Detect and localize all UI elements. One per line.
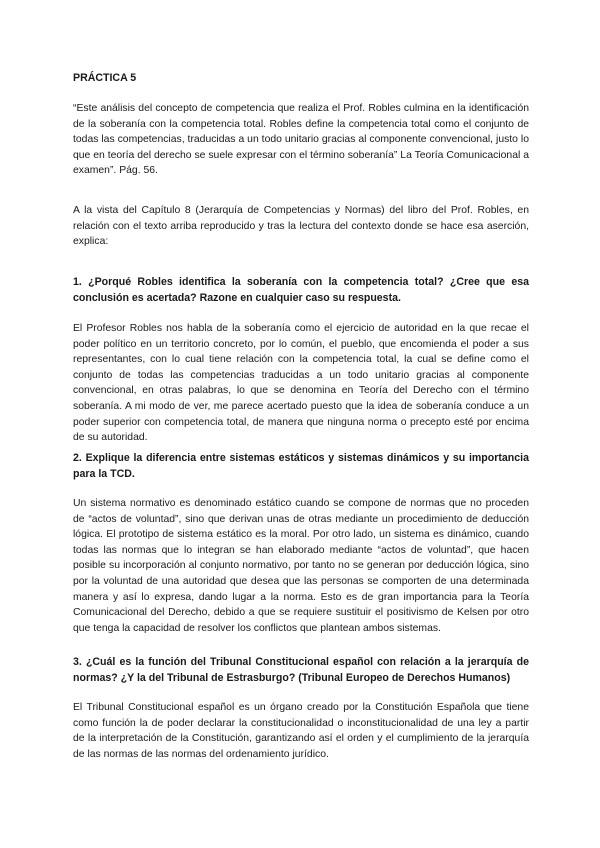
- question-2: 2. Explique la diferencia entre sistemas estáticos y sistemas dinámicos y su importancia para la TCD.: [73, 452, 529, 480]
- answer-2: Un sistema normativo es denominado estático cuando se compone de normas que no proceden de “actos de voluntad”, sino que derivan unas de otras mediante un procedimiento de deducción lógica. El prototipo de sistema estático es la moral. Por otro lado, un sistema es dinámico, cuando todas las normas que lo integran se han elaborado mediante “actos de voluntad”, que hacen posible su incorporación al conjunto normativo, por tanto no se generan por deducción lógica, sino por la voluntad de una autoridad que desea que las personas se comporten de una determinada manera y así lo expresa, dando lugar a la norma. Esto es de gran importancia para la Teoría Comunicacional del Derecho, debido a que se requiere sustituir el positivismo de Kelsen por otro que tenga la capacidad de resolver los conflictos que plantean ambos sistemas.: [73, 498, 529, 634]
- answer-1: El Profesor Robles nos habla de la soberanía como el ejercicio de autoridad en la que recae el poder político en un territorio concreto, por lo común, el pueblo, que encomienda el poder a sus representantes, con lo cual tiene relación con la competencia total, la cual se define como el conjunto de todas las competencias traducidas a un todo unitario gracias al componente convencional, en otras palabras, lo que se denomina en Teoría del Derecho con el término soberanía. A mi modo de ver, me parece acertado puesto que la idea de soberanía conduce a un poder superior con competencia total, de manera que ninguna norma o precepto esté por encima de su autoridad.: [73, 323, 529, 444]
- page-title: PRÁCTICA 5: [73, 72, 137, 84]
- question-3: 3. ¿Cuál es la función del Tribunal Constitucional español con relación a la jerarquía de normas? ¿Y la del Tribunal de Estrasburgo? (Tribunal Europeo de Derechos Humanos): [73, 656, 529, 684]
- answer-3: El Tribunal Constitucional español es un órgano creado por la Constitución Española que tiene como función la de poder declarar la constitucionalidad o inconstitucionalidad de una ley a partir de la interpretación de la Constitución, garantizando así el orden y el cumplimiento de la jerarquía de las normas de las normas del ordenamiento jurídico.: [73, 702, 529, 760]
- intro-paragraph: A la vista del Capítulo 8 (Jerarquía de Competencias y Normas) del libro del Prof. Robles, en relación con el texto arriba reproducido y tras la lectura del contexto donde se hace esa aserción, explica:: [73, 205, 529, 248]
- quote-paragraph: “Este análisis del concepto de competencia que realiza el Prof. Robles culmina en la identificación de la soberanía con la competencia total. Robles define la competencia total como el conjunto de todas las competencias, traducidas a un todo unitario gracias al componente convencional, justo lo que en teoría del derecho se suele expresar con el término soberanía” La Teoría Comunicacional a examen”. Pág. 56.: [73, 103, 529, 177]
- question-1: 1. ¿Porqué Robles identifica la soberanía con la competencia total? ¿Cree que esa conclusión es acertada? Razone en cualquier caso su respuesta.: [73, 276, 529, 304]
